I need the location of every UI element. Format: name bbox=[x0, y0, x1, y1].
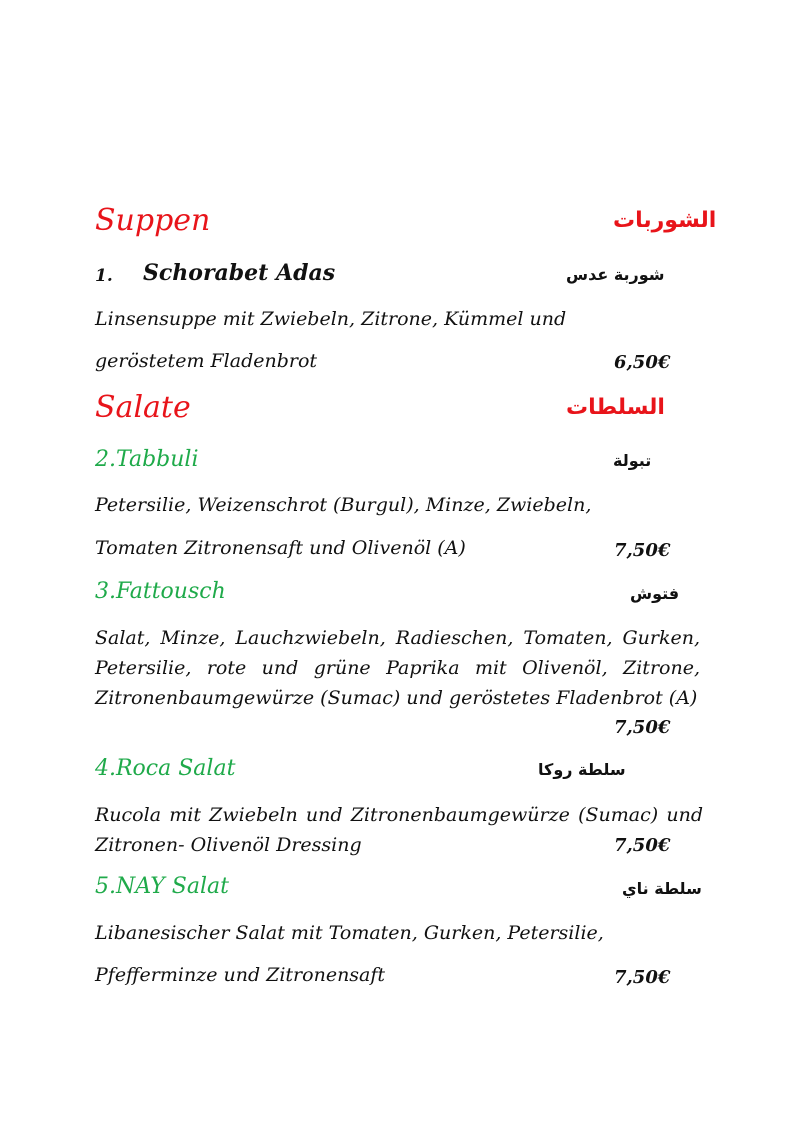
dish-name-roca-salat: 4.Roca Salat bbox=[95, 756, 236, 781]
dish-name-tabbuli: 2.Tabbuli bbox=[95, 447, 199, 472]
dish-name-arabic: شوربة عدس bbox=[566, 265, 665, 284]
dish-description: Rucola mit Zwiebeln und Zitronenbaumgewürze (Sumac) und Zitronen- Olivenöl Dressing bbox=[95, 804, 703, 856]
section-title-suppen: Suppen bbox=[95, 203, 211, 238]
dish-description-line: geröstetem Fladenbrot bbox=[95, 350, 318, 372]
dish-name-arabic: تبولة bbox=[613, 451, 652, 470]
dish-description-line: Libanesischer Salat mit Tomaten, Gurken, Petersilie, bbox=[95, 922, 604, 944]
dish-description-line: Pfefferminze und Zitronensaft bbox=[95, 964, 386, 986]
dish-name-schorabet-adas: Schorabet Adas bbox=[143, 260, 336, 286]
section-title-salate-arabic: السلطات bbox=[566, 395, 665, 420]
section-title-suppen-arabic: الشوربات bbox=[613, 208, 717, 233]
dish-description-line: Tomaten Zitronensaft und Olivenöl (A) bbox=[95, 537, 466, 559]
dish-price: 7,50€ bbox=[614, 835, 671, 856]
dish-price: 7,50€ bbox=[614, 717, 671, 738]
dish-name-arabic: فتوش bbox=[630, 584, 680, 603]
dish-price: 6,50€ bbox=[614, 352, 671, 373]
dish-price: 7,50€ bbox=[614, 967, 671, 988]
dish-description-line: Petersilie, Weizenschrot (Burgul), Minze, Zwiebeln, bbox=[95, 494, 592, 516]
dish-name-nay-salat: 5.NAY Salat bbox=[95, 874, 229, 899]
dish-description: Salat, Minze, Lauchzwiebeln, Radieschen, Tomaten, Gurken, Petersilie, rote und grüne Paprika mit Olivenöl, Zitrone, Zitronenbaumgewürze (Sumac) und geröstetes Fladenbrot (A) bbox=[95, 627, 700, 709]
dish-name-fattousch: 3.Fattousch bbox=[95, 579, 226, 604]
dish-name-arabic: سلطة روكا bbox=[538, 760, 626, 779]
dish-price: 7,50€ bbox=[614, 540, 671, 561]
dish-name-arabic: سلطة ناي bbox=[622, 879, 702, 898]
section-title-salate: Salate bbox=[95, 390, 191, 425]
dish-number: 1. bbox=[95, 266, 113, 286]
dish-description-line: Linsensuppe mit Zwiebeln, Zitrone, Kümmel und bbox=[95, 308, 567, 330]
